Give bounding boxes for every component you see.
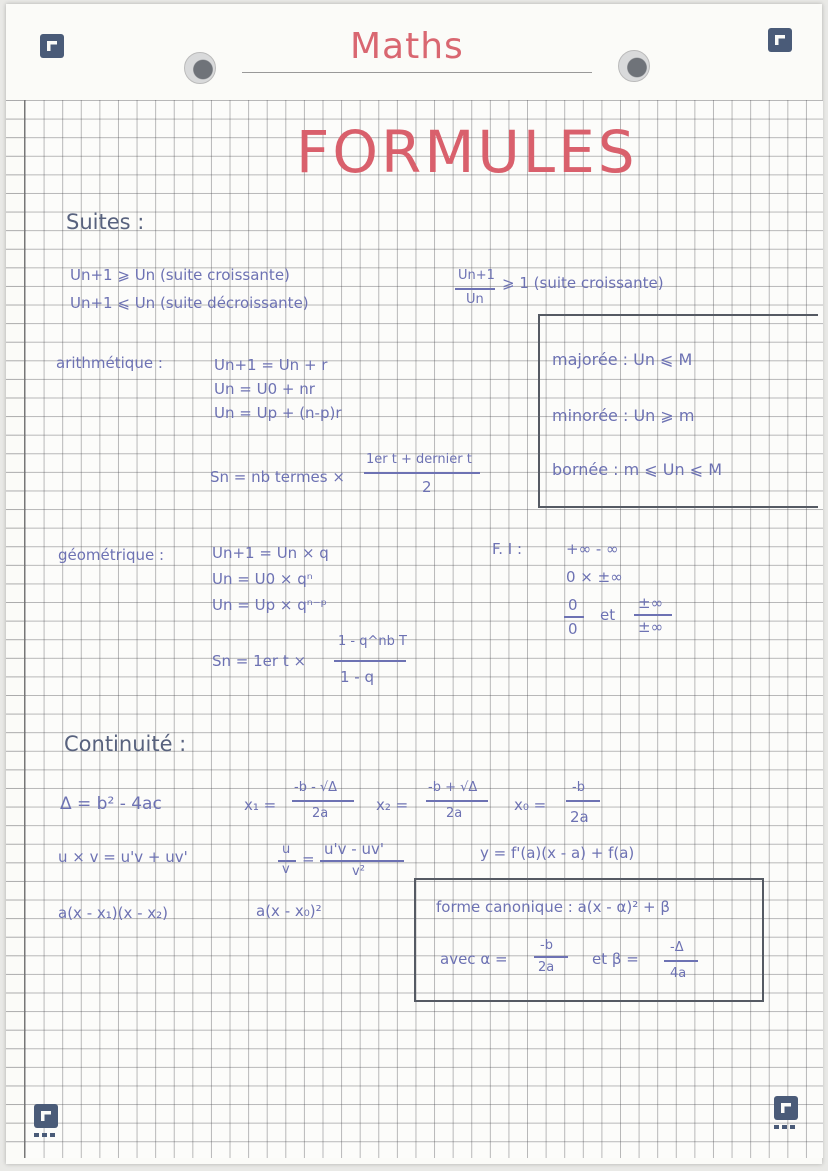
beta-numerator: -Δ: [670, 940, 684, 955]
fi-frac2-den: ±∞: [638, 618, 664, 636]
corner-dots-icon: [34, 1133, 58, 1137]
canonical-form-box: [414, 878, 764, 1002]
fi-conjunction: et: [600, 606, 616, 624]
quotient-denominator: v²: [352, 864, 365, 879]
x0-numerator: -b: [572, 780, 585, 795]
x0-lead: x₀ =: [514, 796, 547, 814]
fi-frac2-num: ±∞: [638, 594, 664, 612]
fraction-bar: [334, 660, 406, 662]
bound-minoree: minorée : Un ⩾ m: [552, 406, 695, 425]
fraction-bar: [634, 614, 672, 616]
x0-denominator: 2a: [570, 808, 589, 826]
x2-denominator: 2a: [446, 806, 463, 821]
binder-hole: [618, 50, 650, 82]
beta-denominator: 4a: [670, 966, 687, 981]
fraction-bar: [426, 800, 488, 802]
fraction-bar: [364, 472, 480, 474]
geo-label: géométrique :: [58, 546, 165, 564]
formula-croissante: Un+1 ⩾ Un (suite croissante): [70, 266, 290, 284]
fraction-bar: [664, 960, 698, 962]
fi-zero-times-infinity: 0 × ±∞: [566, 568, 623, 586]
formula-derivative-product: u × v = u'v + uv': [58, 848, 188, 866]
geo-explicit: Un = U0 × qⁿ: [212, 570, 313, 588]
fraction-bar: [292, 800, 354, 802]
fraction-bar: [566, 800, 600, 802]
arith-label: arithmétique :: [56, 354, 163, 372]
x1-lead: x₁ =: [244, 796, 277, 814]
section-heading-suites: Suites :: [66, 210, 145, 234]
beta-lead: et β =: [592, 950, 639, 968]
fi-infinity-diff: +∞ - ∞: [566, 540, 619, 558]
quotient-numerator: u'v - uv': [324, 840, 384, 858]
subject-title: Maths: [350, 26, 464, 67]
fi-frac1-num: 0: [568, 596, 578, 614]
bound-bornee: bornée : m ⩽ Un ⩽ M: [552, 460, 723, 479]
fi-label: F. I :: [492, 540, 522, 558]
x1-numerator: -b - √Δ: [294, 780, 338, 795]
page-title: FORMULES: [296, 118, 638, 186]
binder-hole: [184, 52, 216, 84]
x2-numerator: -b + √Δ: [428, 780, 478, 795]
fraction-bar: [534, 956, 568, 958]
arith-sum-lead: Sn = nb termes ×: [210, 468, 345, 486]
ratio-rest: ⩾ 1 (suite croissante): [502, 274, 664, 292]
formula-factored: a(x - x₁)(x - x₂): [58, 904, 169, 922]
geo-sum-lead: Sn = 1er t ×: [212, 652, 307, 670]
alpha-numerator: -b: [540, 938, 553, 953]
x1-denominator: 2a: [312, 806, 329, 821]
ratio-numerator: Un+1: [458, 268, 495, 283]
arith-sum-denominator: 2: [422, 478, 432, 496]
quotient-lead-den: v: [282, 862, 290, 877]
alpha-lead: avec α =: [440, 950, 508, 968]
fraction-bar: [320, 860, 404, 862]
section-heading-continuite: Continuité :: [64, 732, 187, 756]
formula-delta: Δ = b² - 4ac: [60, 794, 162, 814]
canonical-form: forme canonique : a(x - α)² + β: [436, 898, 670, 916]
quotient-equals: =: [302, 850, 315, 868]
arith-explicit: Un = U0 + nr: [214, 380, 315, 398]
ratio-denominator: Un: [466, 292, 484, 307]
geo-recurrence: Un+1 = Un × q: [212, 544, 329, 562]
corner-mark-icon: [768, 28, 792, 52]
geo-from-p: Un = Up × qⁿ⁻ᵖ: [212, 596, 328, 614]
fi-frac1-den: 0: [568, 620, 578, 638]
formula-decroissante: Un+1 ⩽ Un (suite décroissante): [70, 294, 309, 312]
arith-sum-numerator: 1er t + dernier t: [366, 452, 472, 467]
bound-majoree: majorée : Un ⩽ M: [552, 350, 693, 369]
corner-mark-icon: [40, 34, 64, 58]
arith-recurrence: Un+1 = Un + r: [214, 356, 328, 374]
corner-mark-icon: [774, 1096, 798, 1120]
fraction-bar: [564, 616, 584, 618]
geo-sum-denominator: 1 - q: [340, 668, 375, 686]
x2-lead: x₂ =: [376, 796, 409, 814]
quotient-lead-num: u: [282, 842, 291, 857]
margin-ticks: [6, 100, 24, 1158]
geo-sum-numerator: 1 - q^nb T: [338, 634, 407, 649]
formula-factored-double-root: a(x - x₀)²: [256, 902, 322, 920]
alpha-denominator: 2a: [538, 960, 555, 975]
header-rule: [242, 72, 592, 73]
formula-tangent: y = f'(a)(x - a) + f(a): [480, 844, 635, 862]
arith-from-p: Un = Up + (n-p)r: [214, 404, 342, 422]
fraction-bar: [455, 288, 495, 290]
corner-mark-icon: [34, 1104, 58, 1128]
corner-dots-icon: [774, 1125, 798, 1129]
